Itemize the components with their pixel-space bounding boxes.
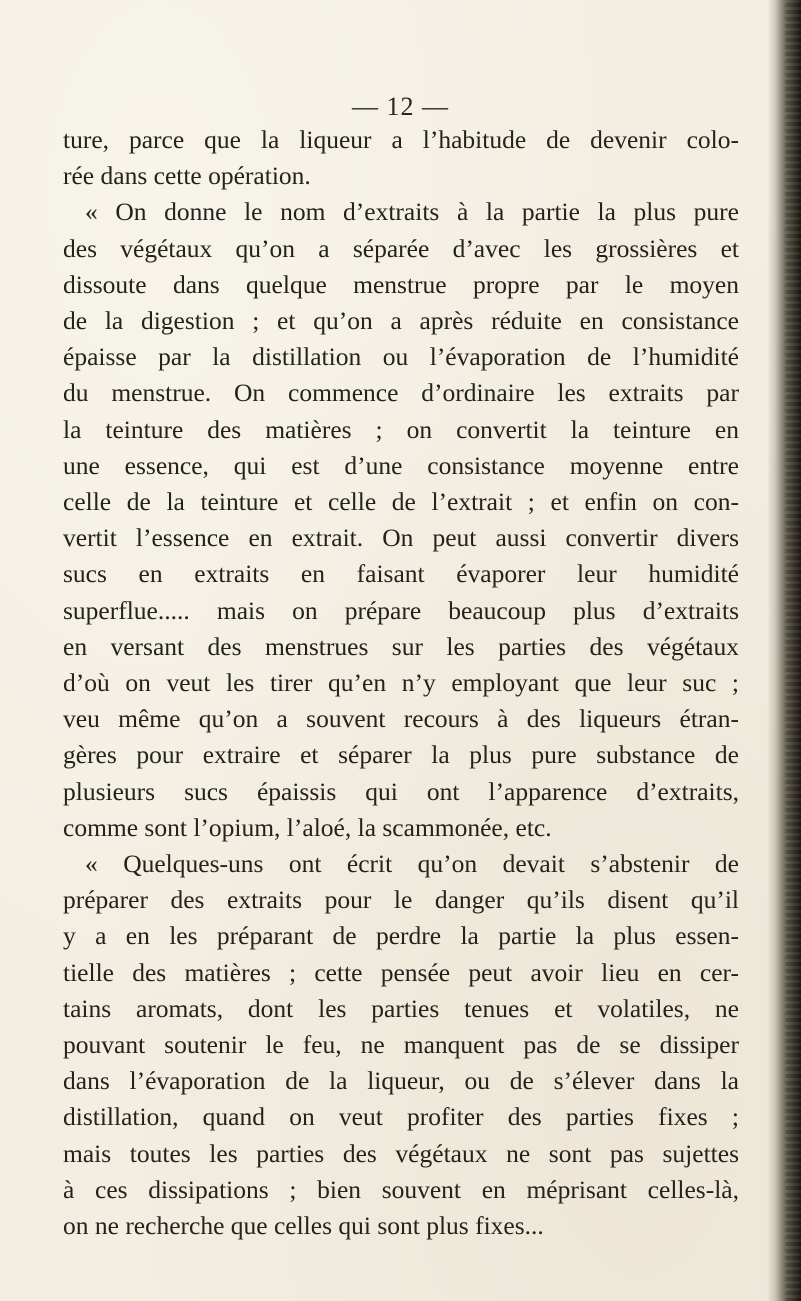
text-line: une essence, qui est d’une consistance moyenne entre bbox=[63, 450, 739, 480]
text-line: tains aromats, dont les parties tenues et volatiles, ne bbox=[63, 993, 739, 1023]
text-line: ture, parce que la liqueur a l’habitude de devenir colo- bbox=[63, 125, 739, 154]
text-line: y a en les préparant de perdre la partie la plus essen- bbox=[63, 921, 739, 951]
text-line: veu même qu’on a souvent recours à des liqueurs étran- bbox=[63, 704, 739, 734]
text-line: en versant des menstrues sur les parties des végétaux bbox=[63, 631, 739, 661]
text-line: la teinture des matières ; on convertit la teinture en bbox=[63, 414, 739, 444]
text-line: dans l’évaporation de la liqueur, ou de s’élever dans la bbox=[63, 1066, 739, 1096]
text-line: sucs en extraits en faisant évaporer leur humidité bbox=[63, 559, 739, 589]
text-line: celle de la teinture et celle de l’extrait ; et enfin on con- bbox=[63, 487, 739, 517]
text-line: du menstrue. On commence d’ordinaire les extraits par bbox=[63, 378, 739, 408]
text-line: préparer des extraits pour le danger qu’ils disent qu’il bbox=[63, 885, 739, 915]
text-line: plusieurs sucs épaissis qui ont l’apparence d’extraits, bbox=[63, 776, 739, 806]
body-text bbox=[63, 122, 739, 1244]
text-line: épaisse par la distillation ou l’évaporation de l’humidité bbox=[63, 342, 739, 372]
text-line: tielle des matières ; cette pensée peut avoir lieu en cer- bbox=[63, 957, 739, 987]
text-line: pouvant soutenir le feu, ne manquent pas de se dissiper bbox=[63, 1030, 739, 1060]
text-line: rée dans cette opération. bbox=[63, 161, 311, 191]
text-line: mais toutes les parties des végétaux ne sont pas sujettes bbox=[63, 1138, 739, 1168]
text-line: on ne recherche que celles qui sont plus fixes... bbox=[63, 1211, 544, 1241]
text-line: « Quelques-uns ont écrit qu’on devait s’abstenir de bbox=[85, 849, 739, 879]
text-line: des végétaux qu’on a séparée d’avec les grossières et bbox=[63, 233, 739, 263]
page-edge-texture bbox=[785, 0, 801, 1301]
text-line: à ces dissipations ; bien souvent en méprisant celles-là, bbox=[63, 1174, 739, 1204]
text-line: comme sont l’opium, l’aloé, la scammonée, etc. bbox=[63, 812, 552, 842]
text-line: dissoute dans quelque menstrue propre par le moyen bbox=[63, 269, 739, 299]
text-line: de la digestion ; et qu’on a après réduite en consistance bbox=[63, 306, 739, 336]
text-line: distillation, quand on veut profiter des parties fixes ; bbox=[63, 1102, 739, 1132]
text-line: superflue..... mais on prépare beaucoup plus d’extraits bbox=[63, 595, 739, 625]
text-line: gères pour extraire et séparer la plus pure substance de bbox=[63, 740, 739, 770]
page-number: — 12 — bbox=[352, 92, 449, 121]
text-line: d’où on veut les tirer qu’en n’y employant que leur suc ; bbox=[63, 668, 739, 698]
text-line: vertit l’essence en extrait. On peut aussi convertir divers bbox=[63, 523, 739, 553]
text-line: « On donne le nom d’extraits à la partie la plus pure bbox=[85, 197, 739, 227]
